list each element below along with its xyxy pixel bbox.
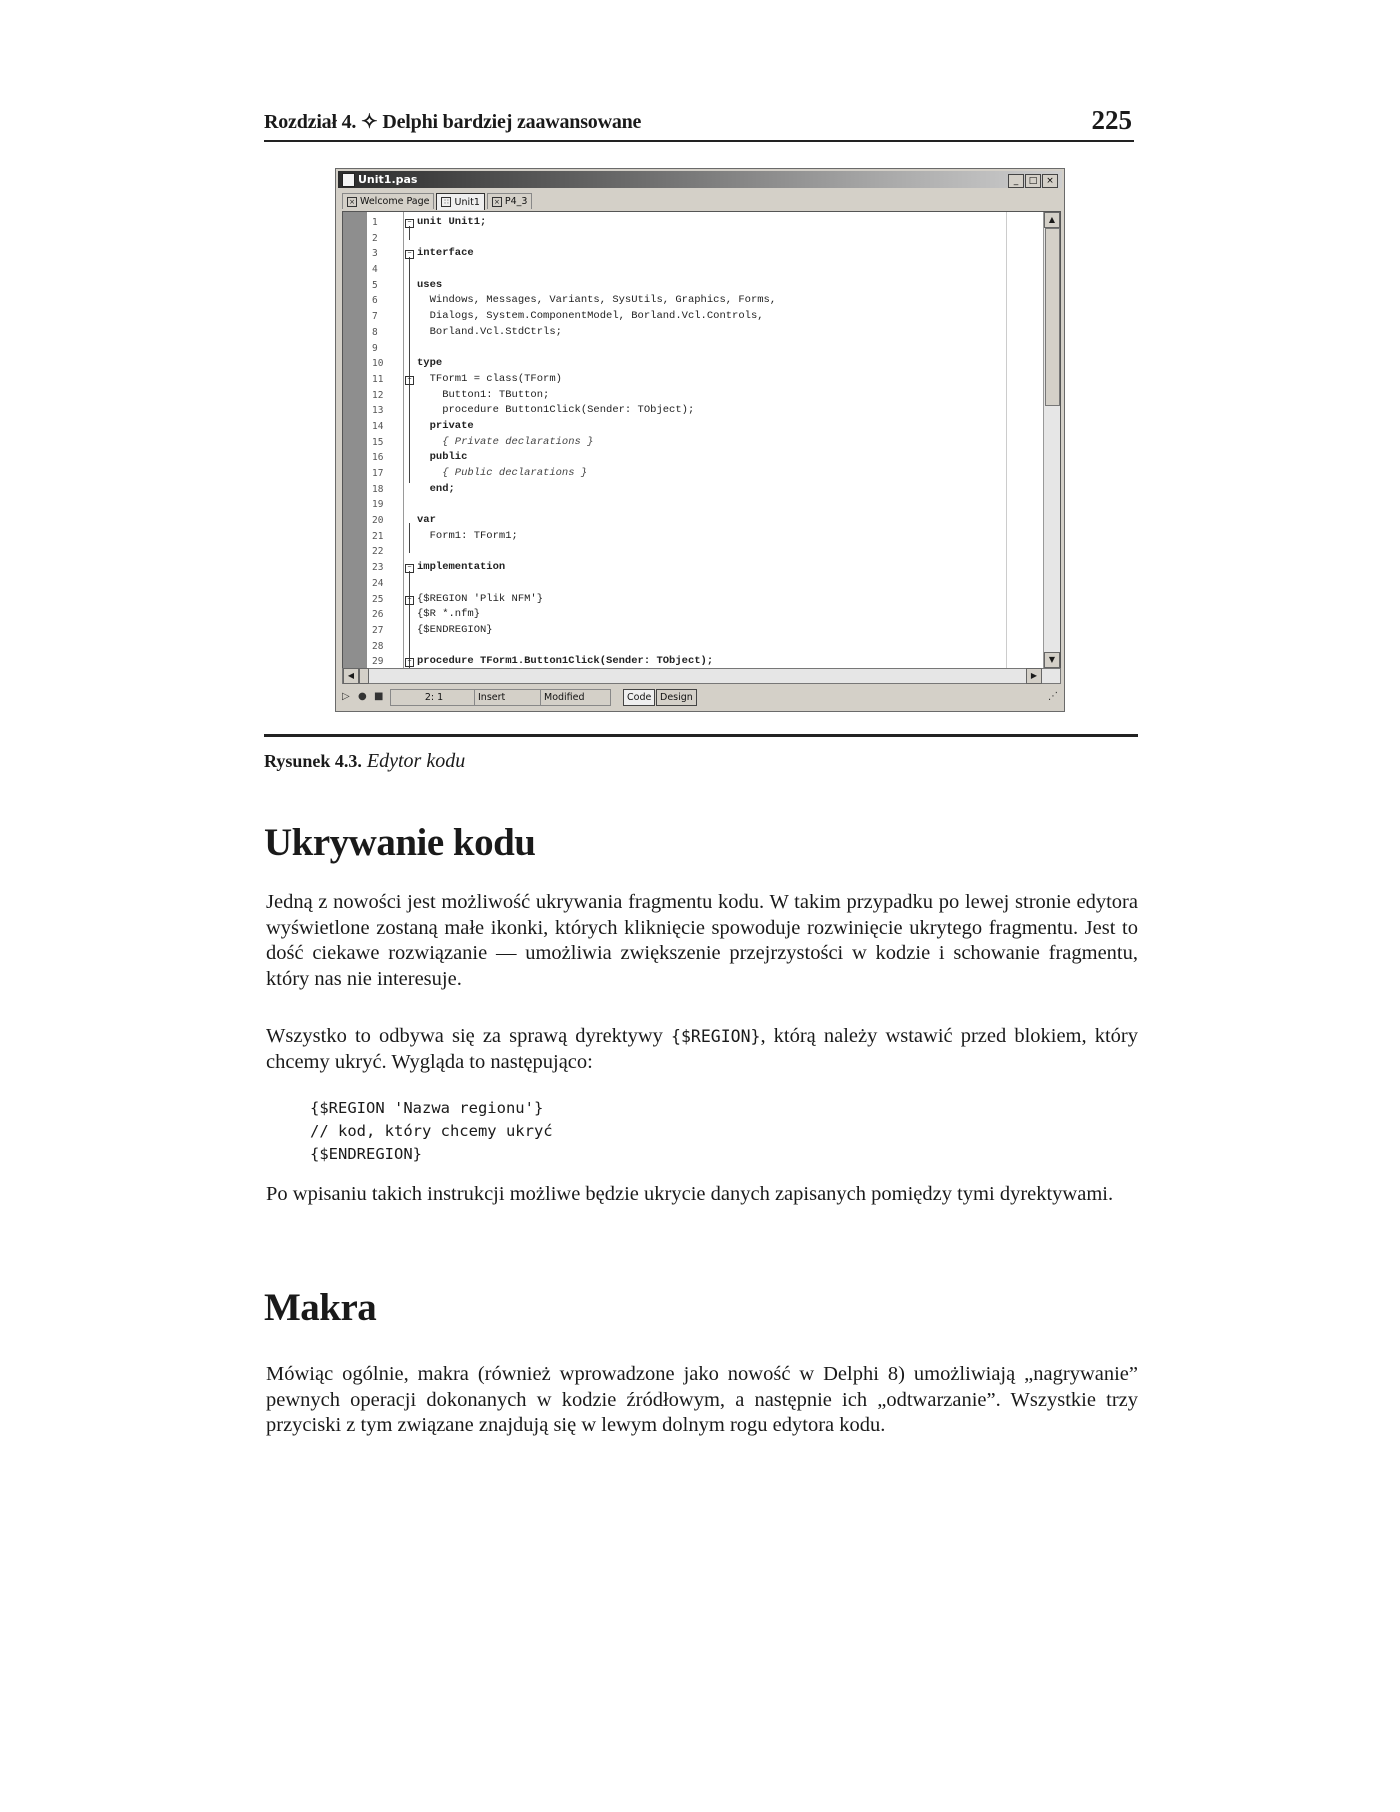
fold-toggle-icon[interactable]: −	[405, 250, 414, 259]
gutter-separator	[403, 212, 404, 668]
page-number: 225	[1091, 105, 1132, 135]
scroll-down-icon[interactable]: ▼	[1044, 652, 1060, 668]
window-titlebar	[338, 171, 1062, 188]
paragraph: Mówiąc ogólnie, makra (również wprowadzone jako nowość w Delphi 8) umożliwiają „nagrywanie” pewnych operacji dokonanych w kodzie źródłowym, a następnie ich „odtwarzanie”. Wszystkie trzy przyciski z tym związane znajdują się w lewym dolnym rogu edytora kodu.	[266, 1363, 1138, 1436]
scroll-left-icon[interactable]: ◀	[343, 668, 359, 684]
file-icon	[342, 173, 355, 187]
fold-line	[409, 523, 410, 553]
window-title: Unit1.pas	[358, 173, 418, 186]
running-header	[264, 104, 1134, 142]
scroll-right-icon[interactable]: ▶	[1026, 668, 1042, 684]
close-button[interactable]: ×	[1042, 174, 1058, 188]
chapter-title: Rozdział 4. ✧ Delphi bardziej zaawansowane	[264, 111, 642, 133]
horizontal-scrollbar[interactable]	[342, 668, 1061, 684]
tab-p4-3[interactable]: × P4_3	[487, 193, 533, 209]
inline-code: {$REGION}	[671, 1027, 761, 1046]
fold-line	[409, 257, 410, 483]
paragraph: Po wpisaniu takich instrukcji możliwe będzie ukrycie danych zapisanych pomiędzy tymi dyrektywami.	[266, 1183, 1114, 1205]
scroll-up-icon[interactable]: ▲	[1044, 212, 1060, 228]
section-title-macros: Makra	[264, 1286, 377, 1329]
minimize-button[interactable]: _	[1008, 174, 1024, 188]
tab-design[interactable]: Design	[656, 689, 697, 706]
fold-line	[409, 226, 410, 240]
paragraph: Jedną z nowości jest możliwość ukrywania fragmentu kodu. W takim przypadku po lewej stronie edytora wyświetlone zostaną małe ikonki, których kliknięcie spowoduje rozwinięcie ukrytego fragmentu. Jest to dość ciekawe rozwiązanie — umożliwia zwiększenie przejrzystości w kodzie i schowanie fragmentu, który nas nie interesuje.	[266, 891, 1138, 990]
fold-toggle-icon[interactable]: −	[405, 376, 414, 385]
vertical-scrollbar[interactable]	[1043, 212, 1060, 668]
tab-unit1[interactable]: ∷ Unit1	[436, 193, 484, 210]
status-bar	[338, 687, 1062, 707]
caption-text: Edytor kodu	[366, 750, 466, 772]
editor-gutter	[343, 212, 367, 668]
code-editor-window	[335, 168, 1065, 712]
close-icon: ×	[347, 197, 357, 207]
editor-tabs	[342, 193, 534, 210]
fold-line	[409, 571, 410, 669]
insert-mode: Insert	[474, 689, 541, 706]
resize-grip-icon[interactable]: ⋰	[1048, 691, 1058, 702]
tab-welcome-page[interactable]: × Welcome Page	[342, 193, 434, 209]
figure-rule	[264, 734, 1138, 737]
code-editor[interactable]	[342, 211, 1061, 669]
fold-toggle-icon[interactable]: −	[405, 564, 414, 573]
fold-toggle-icon[interactable]: −	[405, 658, 414, 667]
modified-status: Modified	[540, 689, 611, 706]
paragraph: Wszystko to odbywa się za sprawą dyrektywy {$REGION}, którą należy wstawić przed blokiem, który chcemy ukryć. Wygląda to następująco:	[266, 1025, 1138, 1073]
fold-toggle-icon[interactable]: −	[405, 596, 414, 605]
close-icon: ×	[492, 197, 502, 207]
macro-play-icon[interactable]: ▷	[342, 691, 350, 702]
macro-stop-icon[interactable]: ■	[374, 691, 384, 702]
code-text: − unit Unit1; − interface uses Windows, Messages, Variants, SysUtils, Graphics, Forms, Dialogs, System.ComponentModel, Borland.Vcl.Controls, Borland.Vcl.StdCtrls; type − TForm1 = class(TForm) Button1: TButton; procedure Button1Click(Sender: TObject); private { Private declarations } public { Public declarations } end; var Form1: TForm1; − implementation − {$REGION 'Plik NFM'} {$R *.nfm} {$ENDREGION} − procedure TForm1.Button1Click(Sender: TObject);	[417, 215, 776, 669]
macro-record-icon[interactable]: ●	[358, 691, 367, 702]
fold-toggle-icon[interactable]: −	[405, 219, 414, 228]
caption-label: Rysunek 4.3.	[264, 751, 362, 771]
right-margin-line	[1006, 212, 1007, 668]
maximize-button[interactable]: □	[1025, 174, 1041, 188]
scroll-thumb[interactable]	[359, 668, 369, 684]
unit-icon: ∷	[441, 197, 451, 207]
code-example: {$REGION 'Nazwa regionu'} // kod, który chcemy ukryć {$ENDREGION}	[310, 1099, 553, 1163]
cursor-position: 2: 1	[390, 689, 475, 706]
figure-caption	[264, 750, 465, 773]
scroll-thumb[interactable]	[1045, 228, 1060, 406]
line-numbers: 1 2 3 4 5 6 7 8 9 10 11 12 13 14 15 16 17 18 19 20 21 22 23 24 25 26 27 28 29	[372, 217, 384, 668]
tab-code[interactable]: Code	[623, 689, 655, 706]
section-title-code-folding: Ukrywanie kodu	[264, 821, 536, 864]
